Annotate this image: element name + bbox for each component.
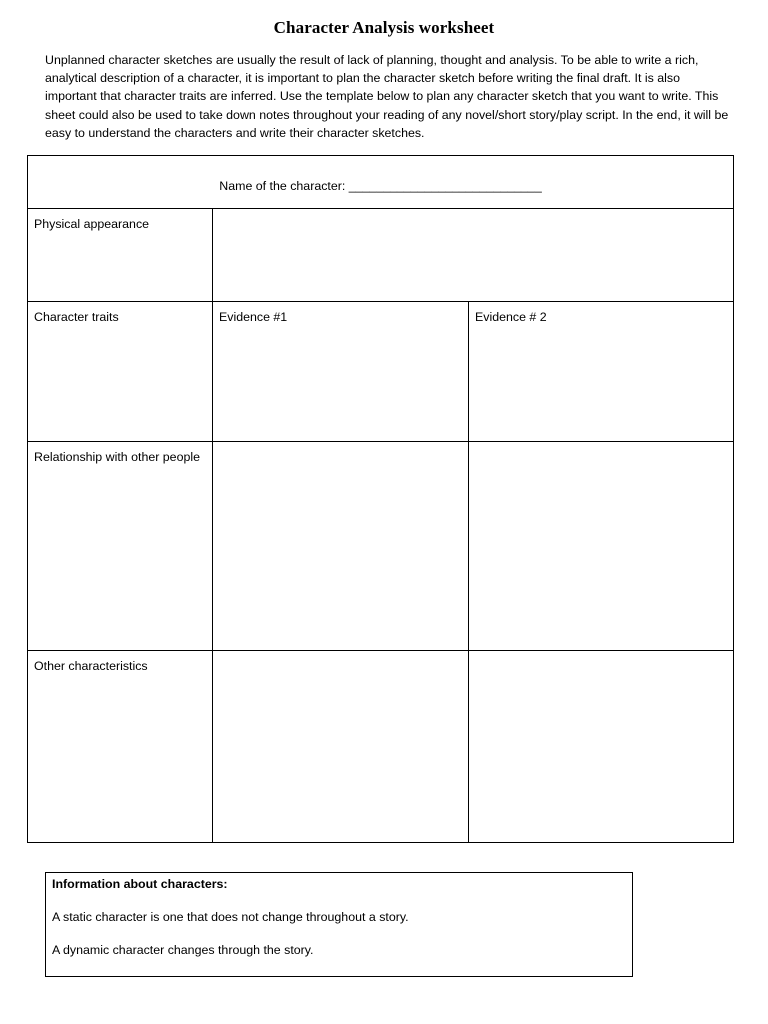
physical-appearance-cell[interactable] bbox=[213, 209, 734, 302]
info-box bbox=[45, 872, 633, 977]
evidence-1-label: Evidence #1 bbox=[219, 310, 288, 324]
info-title: Information about characters: bbox=[52, 877, 228, 891]
relationship-row bbox=[28, 442, 734, 651]
character-analysis-table bbox=[27, 155, 734, 843]
evidence-2-cell[interactable] bbox=[469, 302, 734, 442]
other-characteristics-label: Other characteristics bbox=[28, 651, 213, 843]
other-row bbox=[28, 651, 734, 843]
name-cell[interactable] bbox=[28, 156, 734, 209]
relationship-label: Relationship with other people bbox=[28, 442, 213, 651]
name-of-character-label: Name of the character: ____________________________ bbox=[219, 178, 542, 193]
traits-row bbox=[28, 302, 734, 442]
evidence-1-cell[interactable] bbox=[213, 302, 469, 442]
physical-appearance-label: Physical appearance bbox=[28, 209, 213, 302]
evidence-2-label: Evidence # 2 bbox=[475, 310, 547, 324]
character-traits-label: Character traits bbox=[28, 302, 213, 442]
dynamic-character-definition: A dynamic character changes through the story. bbox=[52, 943, 314, 957]
relationship-cell-1[interactable] bbox=[213, 442, 469, 651]
name-row bbox=[28, 156, 734, 209]
physical-row bbox=[28, 209, 734, 302]
static-character-definition: A static character is one that does not change throughout a story. bbox=[52, 910, 409, 924]
relationship-cell-2[interactable] bbox=[469, 442, 734, 651]
intro-paragraph: Unplanned character sketches are usually the result of lack of planning, thought and analysis. To be able to write a rich, analytical description of a character, it is important to plan the character sketch before writing the final draft. It is also important that character traits are inferred. Use the template below to plan any character sketch that you want to write. This sheet could also be used to take down notes throughout your reading of any novel/short story/play script. In the end, it will be easy to understand the characters and write their character sketches. bbox=[45, 53, 729, 140]
other-cell-2[interactable] bbox=[469, 651, 734, 843]
other-cell-1[interactable] bbox=[213, 651, 469, 843]
page-title: Character Analysis worksheet bbox=[273, 18, 495, 37]
